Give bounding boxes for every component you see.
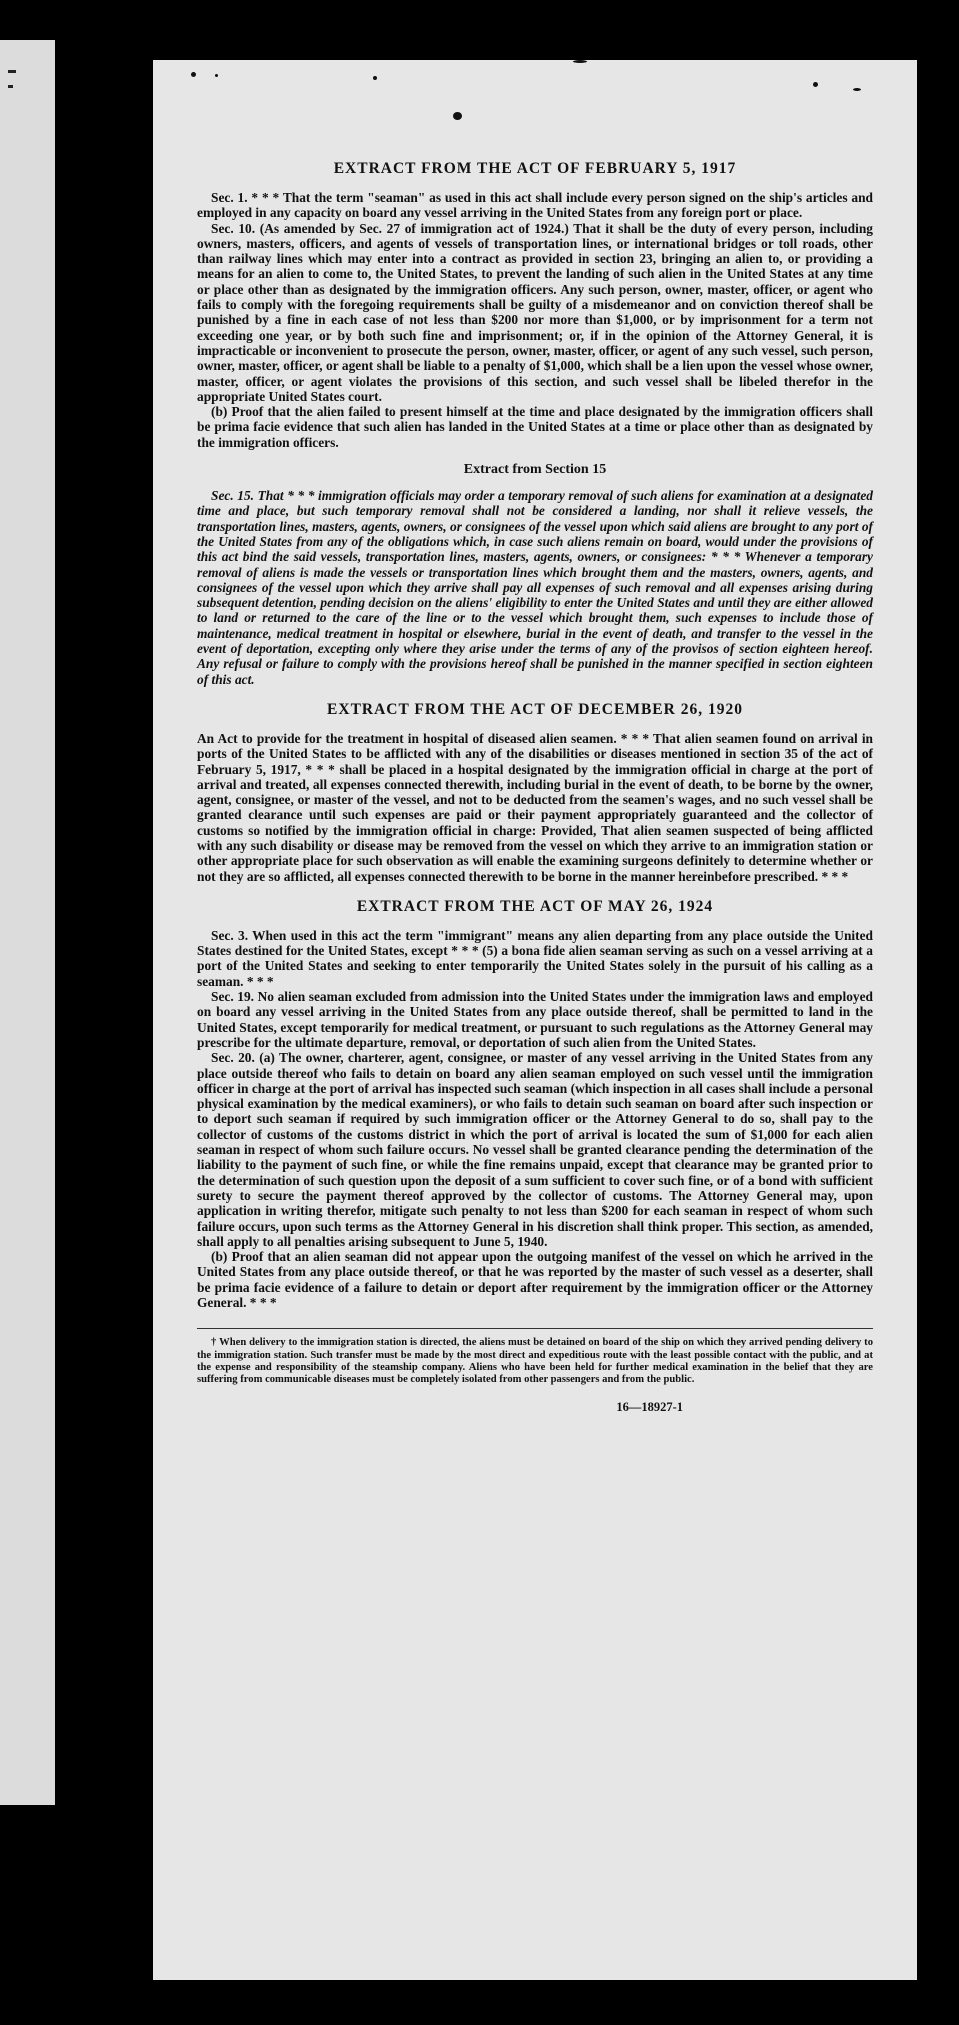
heading-act-1924: EXTRACT FROM THE ACT OF MAY 26, 1924 bbox=[356, 897, 714, 915]
section-15 bbox=[197, 488, 873, 687]
adjacent-page-strip bbox=[0, 40, 55, 1805]
heading-act-1917: EXTRACT FROM THE ACT OF FEBRUARY 5, 1917 bbox=[333, 160, 737, 177]
act-1920-text: An Act to provide for the treatment in hospital of diseased alien seamen. * * * That alien seamen found on arrival in ports of the United States to be afflicted with any of the disabilities or diseases mentioned in section 35 of the act of February 5, 1917, * * * shall be placed in a hospital designated by the immigration official in charge at the port of arrival and treated, all expenses connected therewith, including burial in the event of death, to be borne by the owner, agent, consignee, or master of the vessel, and not to be deducted from the seamen's wages, and no such vessel shall be granted clearance until such expenses are paid or their payment appropriately guaranteed and the collector of customs so notified by the immigration official in charge: Provided, That alien seamen suspected of being afflicted with any such disability or disease may be removed from the vessel on which they arrive to an immigration station or other appropriate place for such observation as will enable the examining surgeons definitely to determine whether or not they are so afflicted, all expenses connected therewith to be borne in the manner hereinbefore prescribed. * * * bbox=[197, 730, 873, 884]
act-1917-sec10: Sec. 10. (As amended by Sec. 27 of immigration act of 1924.) That it shall be the duty of every person, including owners, masters, officers, and agents of vessels of transportation lines, or international bridges or toll roads, other than railway lines which may enter into a contract as provided in section 23, bringing an alien to, or providing a means for an alien to come to, the United States, to prevent the landing of such alien in the United States at any time or place other than as designated by the immigration officers. Any such person, owner, master, officer, or agent who fails to comply with the foregoing requirements shall be guilty of a misdemeanor and on conviction thereof shall be punished by a fine in each case of not less than $200 nor more than $1,000, or by imprisonment for a term not exceeding one year, or by both such fine and imprisonment; or, if in the opinion of the Attorney General, it is impracticable or inconvenient to prosecute the person, owner, master, officer, or agent of any such vessel, such person, owner, master, officer, or agent shall be liable to a penalty of $1,000, which shall be a lien upon the vessel whose owner, master, officer, or agent violates the provisions of this section, and such vessel shall be libeled therefor in the appropriate United States court. bbox=[197, 220, 873, 404]
form-code: 16—18927-1 bbox=[616, 1400, 683, 1415]
act-1924-sec20b: (b) Proof that an alien seaman did not appear upon the outgoing manifest of the vessel on which he arrived in the United States from any place outside thereof, or that he was reported by the master of such vessel as a deserter, shall be prima facie evidence of a failure to detain or deport after requirement by the immigration officer or the Attorney General. * * * bbox=[197, 1249, 873, 1310]
footnote bbox=[197, 1337, 873, 1386]
footnote-divider bbox=[197, 1328, 873, 1329]
act-1924-section bbox=[197, 928, 873, 1310]
act-1924-sec20a: Sec. 20. (a) The owner, charterer, agent, consignee, or master of any vessel arriving in the United States from any place outside thereof who fails to detain on board any alien seaman employed on such vessel until the immigration officer in charge at the port of arrival has inspected such seaman (which inspection in all cases shall include a personal physical examination by the medical examiners), or who fails to detain such seaman on board after such inspection or to deport such seaman if required by such immigration officer or the Attorney General to do so, shall pay to the collector of customs of the customs district in which the port of arrival is located the sum of $1,000 for each alien seaman in respect of whom such failure occurs. No vessel shall be granted clearance pending the determination of the liability to the payment of such fine, or while the fine remains unpaid, except that clearance may be granted prior to the determination of such question upon the deposit of a sum sufficient to cover such fine, or of a bond with sufficient surety to secure the payment thereof approved by the collector of customs. The Attorney General may, upon application in writing therefor, mitigate such penalty to not less than $200 for each seaman in respect of whom such failure occurs, upon such terms as the Attorney General in his discretion shall think proper. This section, as amended, shall apply to all penalties arising subsequent to June 5, 1940. bbox=[197, 1050, 873, 1249]
act-1924-sec3: Sec. 3. When used in this act the term "immigrant" means any alien departing from any place outside the United States destined for the United States, except * * * (5) a bona fide alien seaman serving as such on a vessel arriving at a port of the United States and seeking to enter temporarily the United States solely in the pursuit of his calling as a seaman. * * * bbox=[197, 927, 873, 989]
act-1917-sec1: Sec. 1. * * * That the term "seaman" as used in this act shall include every person signed on the ship's articles and employed in any capacity on board any vessel arriving in the United States from any foreign port or place. bbox=[197, 190, 873, 221]
act-1920-section bbox=[197, 731, 873, 884]
act-1917-sec10b: (b) Proof that the alien failed to present himself at the time and place designated by the immigration officers shall be prima facie evidence that such alien has landed in the United States at a time or place other than as designated by the immigration officers. bbox=[197, 404, 873, 450]
heading-act-1920: EXTRACT FROM THE ACT OF DECEMBER 26, 1920 bbox=[327, 700, 743, 718]
section-15-text: Sec. 15. That * * * immigration officials may order a temporary removal of such aliens for examination at a designated time and place, but such temporary removal shall not be considered a landing, nor shall it relieve vessels, the transportation lines, masters, agents, owners, or consignees of the vessel upon which said aliens are brought to any port of the United States from any of the obligations which, in case such aliens remain on board, would under the provisions of this act bind the said vessels, transportation lines, masters, agents, owners, or consignees: * * * Whenever a temporary removal of aliens is made the vessels or transportation lines which brought them and the masters, owners, agents, and consignees of the vessel upon which they arrive shall pay all expenses of such removal and all expenses arising during subsequent detention, pending decision on the aliens' eligibility to enter the United States and until they are either allowed to land or returned to the care of the line or to the vessel which brought them, such expenses to include those of maintenance, medical treatment in hospital or elsewhere, burial in the event of death, and transfer to the vessel in the event of deportation, excepting only where they arise under the terms of any of the provisos of section eighteen hereof. Any refusal or failure to comply with the provisions hereof shall be punished in the manner specified in section eighteen of this act. bbox=[197, 488, 873, 687]
act-1924-sec19: Sec. 19. No alien seaman excluded from admission into the United States under the immigration laws and employed on board any vessel arriving in the United States from any place outside thereof, shall be permitted to land in the United States, except temporarily for medical treatment, or pursuant to such regulations as the Attorney General may prescribe for the ultimate departure, removal, or deportation of such alien from the United States. bbox=[197, 989, 873, 1050]
act-1917-section bbox=[197, 190, 873, 450]
footnote-text: † When delivery to the immigration station is directed, the aliens must be detained on board of the ship on which they arrived pending delivery to the immigration station. Such transfer must be made by the most direct and expeditious route with the least possible contact with the public, and at the expense and responsibility of the steamship company. Aliens who have been held for further medical examination in the belief that they are suffering from communicable diseases must be completely isolated from other passengers and from the public. bbox=[197, 1337, 873, 1385]
document-page bbox=[153, 60, 917, 1980]
heading-section-15: Extract from Section 15 bbox=[463, 462, 607, 478]
